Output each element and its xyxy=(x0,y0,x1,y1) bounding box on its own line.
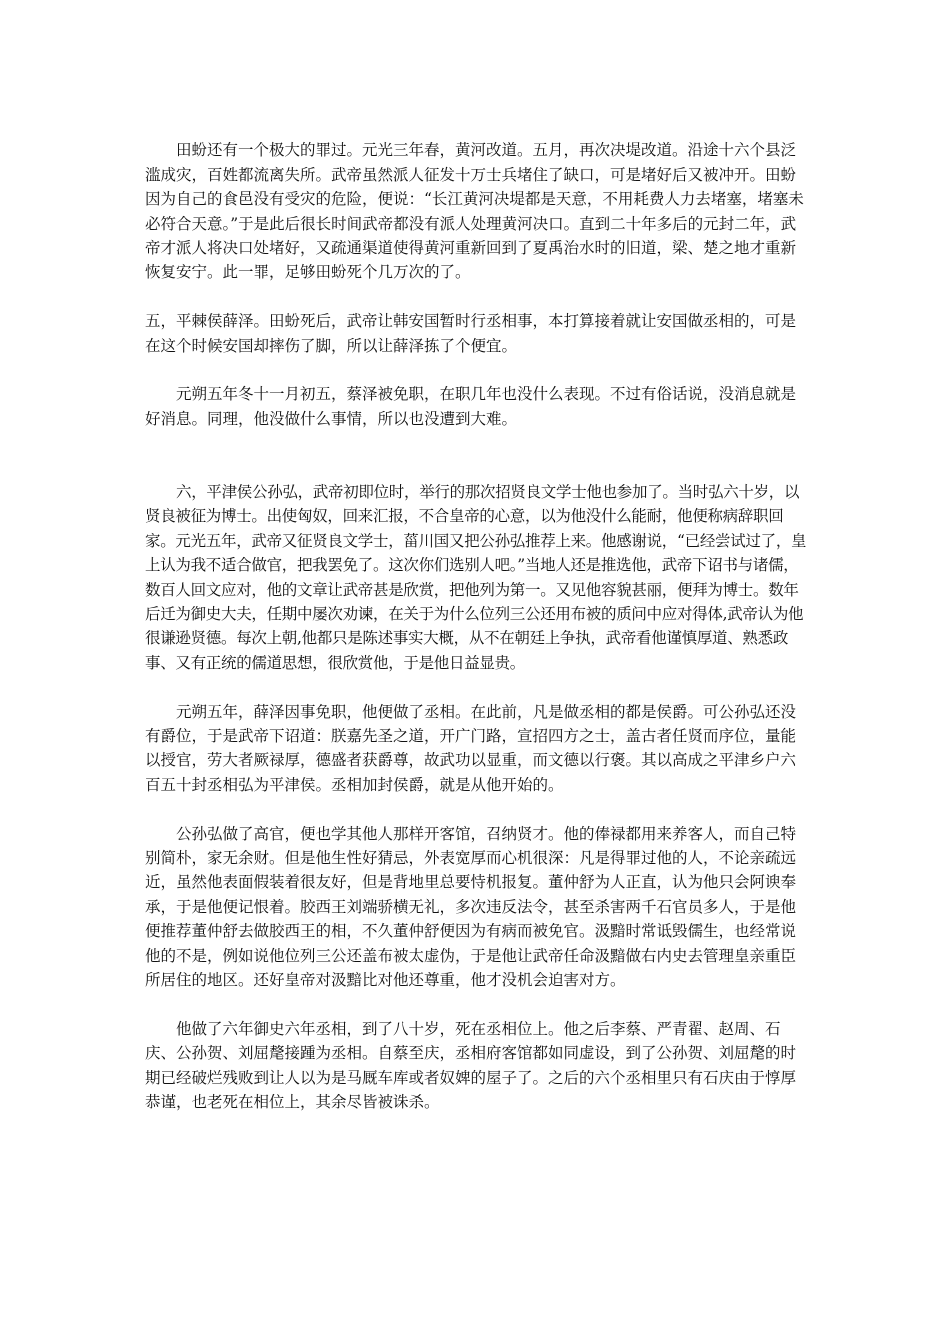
paragraph-successors: 他做了六年御史六年丞相，到了八十岁，死在丞相位上。他之后李蔡、严青翟、赵周、石庆、公孙贺、刘屈氂接踵为丞相。自蔡至庆，丞相府客馆都如同虚设，到了公孙贺、刘屈氂的时期已经破烂残败到让人以为是马厩车库或者奴婢的屋子了。之后的六个丞相里只有石庆由于惇厚恭谨，也老死在相位上，其余尽皆被诛杀。 xyxy=(145,1019,797,1112)
paragraph-marker xyxy=(145,1115,810,1139)
paragraph-marker xyxy=(145,114,810,138)
paragraph-marker xyxy=(145,431,810,455)
paragraph-marker xyxy=(145,993,810,1017)
paragraph-pingjin-marquis: 元朔五年，薛泽因事免职，他便做了丞相。在此前，凡是做丞相的都是侯爵。可公孙弘还没有爵位，于是武帝下诏道：朕嘉先圣之道，开广门路，宣招四方之士，盖古者任贤而序位，量能以授官，劳大者厥禄厚，德盛者获爵尊，故武功以显重，而文德以行褒。其以高成之平津乡户六百五十封丞相弘为平津侯。丞相加封侯爵，就是从他开始的。 xyxy=(145,702,797,794)
document-body xyxy=(145,114,810,1139)
paragraph-marker xyxy=(145,285,810,309)
paragraph-marker xyxy=(145,456,810,480)
paragraph-tianfen-crime: 田蚡还有一个极大的罪过。元光三年春，黄河改道。五月，再次决堤改道。沿途十六个县泛滥成灾，百姓都流离失所。武帝虽然派人征发十万士兵堵住了缺口，可是堵好后又被冲开。田蚡因为自己的食邑没有受灾的危险，便说：“长江黄河决堤都是天意，不用耗费人力去堵塞，堵塞未必符合天意。”于是此后很长时间武帝都没有派人处理黄河决口。直到二十年多后的元封二年，武帝才派人将决口处堵好，又疏通渠道使得黄河重新回到了夏禹治水时的旧道，梁、楚之地才重新恢复安宁。此一罪，足够田蚡死个几万次的了。 xyxy=(145,141,804,282)
paragraph-marker xyxy=(145,797,810,821)
paragraph-xueze: 五，平棘侯薛泽。田蚡死后，武帝让韩安国暂时行丞相事，本打算接着就让安国做丞相的，可是在这个时候安国却摔伤了脚，所以让薛泽拣了个便宜。 xyxy=(145,312,797,355)
paragraph-gongsunhong-character: 公孙弘做了高官，便也学其他人那样开客馆，召纳贤才。他的俸禄都用来养客人，而自己特别简朴，家无余财。但是他生性好猜忌，外表宽厚而心机很深：凡是得罪过他的人，不论亲疏远近，虽然他表面假装着很友好，但是背地里总要恃机报复。董仲舒为人正直，认为他只会阿谀奉承，于是他便记恨着。胶西王刘端骄横无礼，多次违反法令，甚至杀害两千石官员多人，于是他便推荐董仲舒去做胶西王的相，不久董仲舒便因为有病而被免官。汲黯时常诋毁儒生，也经常说他的不是，例如说他位列三公还盖布被太虚伪，于是他让武帝任命汲黯做右内史去管理皇亲重臣所居住的地区。还好皇帝对汲黯比对他还尊重，他才没机会迫害对方。 xyxy=(145,824,797,990)
paragraph-marker xyxy=(145,358,810,382)
paragraph-caize: 元朔五年冬十一月初五，蔡泽被免职，在职几年也没什么表现。不过有俗话说，没消息就是好消息。同理，他没做什么事情，所以也没遭到大难。 xyxy=(145,385,797,428)
paragraph-marker xyxy=(145,675,810,699)
paragraph-gongsunhong: 六，平津侯公孙弘，武帝初即位时，举行的那次招贤良文学士他也参加了。当时弘六十岁，以贤良被征为博士。出使匈奴，回来汇报，不合皇帝的心意，以为他没什么能耐，他便称病辞职回家。元光五年，武帝又征贤良文学士，菑川国又把公孙弘推荐上来。他感谢说，“已经尝试过了，皇上认为我不适合做官，把我罢免了。这次你们选别人吧。”当地人还是推选他，武帝下诏书与诸儒，数百人回文应对，他的文章让武帝甚是欣赏，把他列为第一。又见他容貌甚丽，便拜为博士。数年后迁为御史大夫，任期中屡次劝谏，在关于为什么位列三公还用布被的质问中应对得体,武帝认为他很谦逊贤德。每次上朝,他都只是陈述事实大概，从不在朝廷上争执，武帝看他谨慎厚道、熟悉政事、又有正统的儒道思想，很欣赏他，于是他日益显贵。 xyxy=(145,483,807,672)
